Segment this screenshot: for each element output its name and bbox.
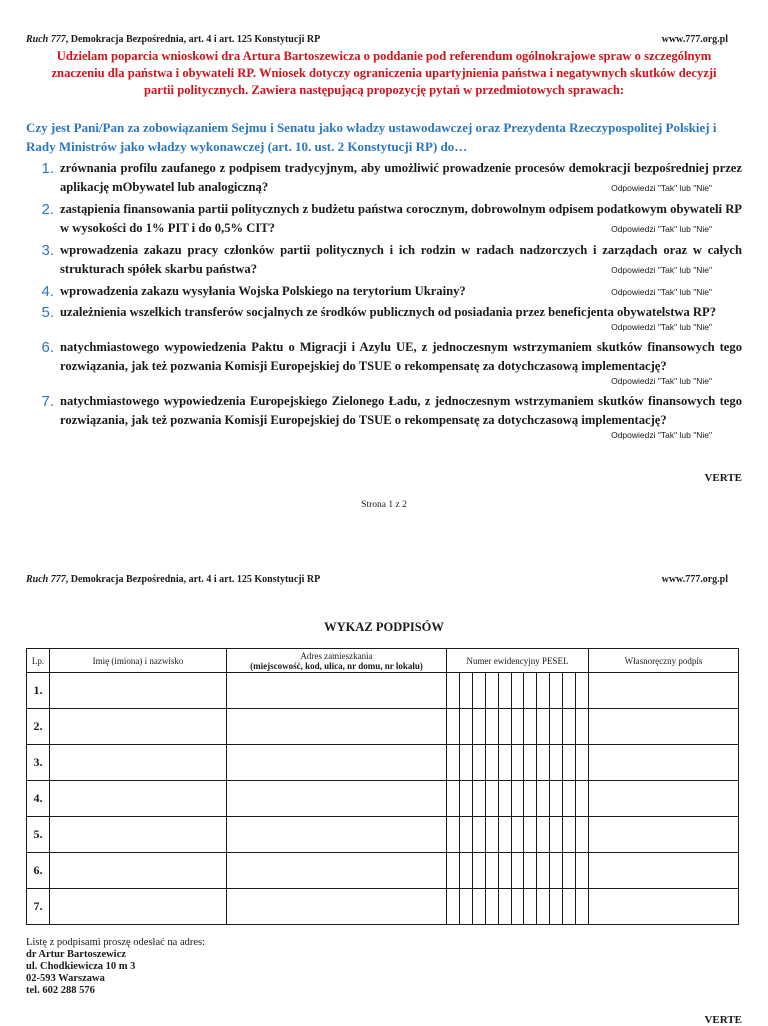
signature-table [26, 648, 739, 925]
pesel-digit-box[interactable] [549, 853, 562, 888]
signature-cell[interactable] [589, 673, 739, 709]
name-cell[interactable] [50, 673, 227, 709]
name-cell[interactable] [50, 781, 227, 817]
page-header-second [26, 574, 728, 585]
answer-hint: Odpowiedzi "Tak" lub "Nie" [611, 224, 712, 234]
signature-cell[interactable] [589, 889, 739, 925]
question-item [26, 338, 742, 390]
pesel-digit-box[interactable] [498, 817, 511, 852]
pesel-digit-box[interactable] [562, 889, 575, 924]
pesel-digit-box[interactable] [459, 673, 472, 708]
answer-hint: Odpowiedzi "Tak" lub "Nie" [611, 376, 712, 386]
address-cell[interactable] [227, 709, 447, 745]
pesel-digit-box[interactable] [485, 817, 498, 852]
col-lp: Lp. [27, 649, 50, 673]
pesel-cell[interactable] [447, 673, 589, 709]
question-number: 2. [41, 201, 54, 218]
legal-basis: , Demokracja Bezpośrednia, art. 4 i art. 125 Konstytucji RP [65, 574, 321, 585]
signature-list-title: WYKAZ PODPISÓW [324, 620, 444, 634]
pesel-cell[interactable] [447, 709, 589, 745]
pesel-digit-box[interactable] [459, 781, 472, 816]
pesel-digit-box[interactable] [549, 889, 562, 924]
pesel-digit-box[interactable] [447, 745, 459, 780]
pesel-digit-box[interactable] [459, 817, 472, 852]
answer-hint: Odpowiedzi "Tak" lub "Nie" [611, 322, 712, 332]
question-item [26, 303, 742, 336]
pesel-digit-box[interactable] [498, 889, 511, 924]
pesel-digit-box[interactable] [549, 781, 562, 816]
pesel-digit-grid [447, 781, 588, 816]
pesel-cell[interactable] [447, 889, 589, 925]
col-address [227, 649, 447, 673]
pesel-digit-box[interactable] [536, 709, 549, 744]
signature-cell[interactable] [589, 817, 739, 853]
pesel-digit-box[interactable] [485, 673, 498, 708]
table-row [27, 817, 739, 853]
pesel-digit-box[interactable] [498, 709, 511, 744]
table-row [27, 673, 739, 709]
pesel-digit-box[interactable] [472, 745, 485, 780]
pesel-digit-box[interactable] [511, 781, 524, 816]
pesel-digit-box[interactable] [523, 817, 536, 852]
mailing-street: ul. Chodkiewicza 10 m 3 [26, 961, 136, 972]
row-number: 6. [27, 853, 50, 889]
name-cell[interactable] [50, 889, 227, 925]
pesel-digit-box[interactable] [523, 673, 536, 708]
pesel-digit-box[interactable] [575, 673, 588, 708]
row-number: 1. [27, 673, 50, 709]
mailing-address [26, 937, 205, 997]
pesel-digit-grid [447, 817, 588, 852]
website-link[interactable]: www.777.org.pl [661, 574, 728, 585]
movement-name: Ruch 777 [26, 34, 66, 45]
pesel-digit-box[interactable] [523, 889, 536, 924]
pesel-digit-box[interactable] [459, 709, 472, 744]
pesel-digit-box[interactable] [447, 781, 459, 816]
pesel-digit-box[interactable] [485, 889, 498, 924]
pesel-digit-box[interactable] [536, 673, 549, 708]
address-cell[interactable] [227, 817, 447, 853]
lead-question: Czy jest Pani/Pan za zobowiązaniem Sejmu i Senatu jako władzy ustawodawczej oraz Prezydenta Rzeczypospolitej Polskiej i Rady Ministrów jako władzy wykonawczej (art. 10. ust. 2 Konstytucji RP) do… [26, 120, 717, 154]
col-pesel: Numer ewidencyjny PESEL [447, 649, 589, 673]
question-list [26, 159, 742, 444]
signature-cell[interactable] [589, 853, 739, 889]
pesel-digit-box[interactable] [498, 745, 511, 780]
address-cell[interactable] [227, 853, 447, 889]
question-item [26, 392, 742, 444]
pesel-digit-box[interactable] [549, 709, 562, 744]
pesel-digit-box[interactable] [485, 853, 498, 888]
row-number: 4. [27, 781, 50, 817]
pesel-digit-box[interactable] [485, 781, 498, 816]
row-number: 3. [27, 745, 50, 781]
verte-label: VERTE [704, 472, 742, 484]
pesel-digit-box[interactable] [523, 853, 536, 888]
name-cell[interactable] [50, 817, 227, 853]
pesel-digit-grid [447, 745, 588, 780]
row-number: 5. [27, 817, 50, 853]
pesel-digit-box[interactable] [536, 853, 549, 888]
pesel-digit-box[interactable] [575, 853, 588, 888]
address-cell[interactable] [227, 889, 447, 925]
question-text: wprowadzenia zakazu wysyłania Wojska Polskiego na terytorium Ukrainy? [60, 284, 466, 298]
pesel-digit-box[interactable] [549, 745, 562, 780]
question-number: 7. [41, 393, 54, 410]
pesel-digit-box[interactable] [562, 817, 575, 852]
question-item [26, 241, 742, 279]
pesel-digit-grid [447, 673, 588, 708]
pesel-digit-box[interactable] [523, 781, 536, 816]
page-header-top [26, 34, 728, 45]
pesel-digit-box[interactable] [511, 745, 524, 780]
row-number: 7. [27, 889, 50, 925]
pesel-digit-box[interactable] [511, 817, 524, 852]
col-name: Imię (imiona) i nazwisko [50, 649, 227, 673]
pesel-digit-grid [447, 709, 588, 744]
pesel-digit-box[interactable] [447, 709, 459, 744]
pesel-digit-box[interactable] [511, 889, 524, 924]
pesel-digit-box[interactable] [485, 745, 498, 780]
answer-hint: Odpowiedzi "Tak" lub "Nie" [611, 287, 712, 297]
signature-cell[interactable] [589, 781, 739, 817]
table-row [27, 889, 739, 925]
pesel-digit-box[interactable] [472, 817, 485, 852]
verte-label-bottom: VERTE [704, 1014, 742, 1026]
address-cell[interactable] [227, 781, 447, 817]
header-left [26, 34, 320, 45]
name-cell[interactable] [50, 853, 227, 889]
question-number: 1. [41, 160, 54, 177]
pesel-digit-box[interactable] [447, 673, 459, 708]
pesel-digit-box[interactable] [562, 853, 575, 888]
pesel-digit-grid [447, 853, 588, 888]
question-text: zastąpienia finansowania partii politycznych z budżetu państwa corocznym, dobrowolnym odpisem podatkowym obywateli RP w wysokości do 1% PIT i do 0,5% CIT? [60, 202, 742, 235]
question-text: natychmiastowego wypowiedzenia Paktu o Migracji i Azylu UE, z jednoczesnym wstrzymaniem skutków finansowych tego rozwiązania, jak też pozwania Komisji Europejskiej do TSUE o rekompensatę za dotychczasową implementację? [60, 340, 742, 373]
pesel-digit-box[interactable] [536, 781, 549, 816]
pesel-digit-box[interactable] [459, 745, 472, 780]
address-cell[interactable] [227, 673, 447, 709]
pesel-digit-box[interactable] [549, 673, 562, 708]
question-text: uzależnienia wszelkich transferów socjalnych ze środków publicznych od posiadania przez beneficjenta obywatelstwa RP? [60, 305, 717, 319]
answer-hint: Odpowiedzi "Tak" lub "Nie" [611, 265, 712, 275]
question-item [26, 200, 742, 238]
pesel-digit-box[interactable] [575, 709, 588, 744]
pesel-digit-box[interactable] [575, 817, 588, 852]
question-item [26, 159, 742, 197]
question-number: 5. [41, 304, 54, 321]
page-number: Strona 1 z 2 [361, 500, 407, 510]
pesel-cell[interactable] [447, 745, 589, 781]
table-row [27, 709, 739, 745]
col-address-label: Adres zamieszkania [300, 650, 373, 661]
pesel-digit-grid [447, 889, 588, 924]
pesel-digit-box[interactable] [523, 745, 536, 780]
col-signature: Własnoręczny podpis [589, 649, 739, 673]
question-item [26, 282, 742, 301]
pesel-digit-box[interactable] [447, 817, 459, 852]
pesel-digit-box[interactable] [447, 889, 459, 924]
table-row [27, 745, 739, 781]
pesel-digit-box[interactable] [472, 781, 485, 816]
pesel-digit-box[interactable] [575, 889, 588, 924]
mailing-city: 02-593 Warszawa [26, 973, 105, 984]
pesel-digit-box[interactable] [562, 745, 575, 780]
pesel-digit-box[interactable] [498, 673, 511, 708]
table-row [27, 853, 739, 889]
pesel-digit-box[interactable] [511, 709, 524, 744]
mailing-instruction: Listę z podpisami proszę odesłać na adres: [26, 937, 206, 948]
pesel-digit-box[interactable] [562, 709, 575, 744]
pesel-digit-box[interactable] [562, 781, 575, 816]
pesel-digit-box[interactable] [459, 889, 472, 924]
question-text: natychmiastowego wypowiedzenia Europejskiego Zielonego Ładu, z jednoczesnym wstrzymaniem skutków finansowych tego rozwiązania, jak też pozwania Komisji Europejskiej do TSUE o rekompensatę za dotychczasową implementację? [60, 394, 742, 427]
name-cell[interactable] [50, 709, 227, 745]
pesel-cell[interactable] [447, 853, 589, 889]
pesel-digit-box[interactable] [511, 673, 524, 708]
pesel-digit-box[interactable] [536, 817, 549, 852]
pesel-digit-box[interactable] [447, 853, 459, 888]
table-header-row [27, 649, 739, 673]
pesel-digit-box[interactable] [459, 853, 472, 888]
pesel-digit-box[interactable] [536, 889, 549, 924]
pesel-digit-box[interactable] [498, 853, 511, 888]
mailing-name: dr Artur Bartoszewicz [26, 949, 126, 960]
pesel-digit-box[interactable] [498, 781, 511, 816]
question-number: 3. [41, 242, 54, 259]
pesel-digit-box[interactable] [472, 889, 485, 924]
signature-rows [27, 673, 739, 925]
pesel-digit-box[interactable] [472, 709, 485, 744]
address-cell[interactable] [227, 745, 447, 781]
question-text: zrównania profilu zaufanego z podpisem tradycyjnym, aby umożliwić prowadzenie procesów demokracji bezpośredniej przez aplikację mObywatel lub analogiczną? [60, 161, 742, 194]
pesel-digit-box[interactable] [575, 745, 588, 780]
pesel-digit-box[interactable] [523, 709, 536, 744]
question-number: 6. [41, 339, 54, 356]
signature-cell[interactable] [589, 745, 739, 781]
pesel-digit-box[interactable] [549, 817, 562, 852]
legal-basis: , Demokracja Bezpośrednia, art. 4 i art. 125 Konstytucji RP [65, 34, 321, 45]
pesel-digit-box[interactable] [511, 853, 524, 888]
answer-hint: Odpowiedzi "Tak" lub "Nie" [611, 430, 712, 440]
answer-hint: Odpowiedzi "Tak" lub "Nie" [611, 183, 712, 193]
question-text: wprowadzenia zakazu pracy członków partii politycznych i ich rodzin w radach nadzorczych i zarządach oraz w całych strukturach spółek skarbu państwa? [60, 243, 742, 276]
intro-text: Udzielam poparcia wnioskowi dra Artura Bartoszewicza o poddanie pod referendum ogólnokrajowe spraw o szczególnym znaczeniu dla państwa i obywateli RP. Wniosek dotyczy ograniczenia upartyjnienia państwa i negatywnych skutków decyzji partii politycznych. Zawiera następującą propozycję pytań w przedmiotowych sprawach: [51, 49, 717, 97]
header-left [26, 574, 320, 585]
pesel-digit-box[interactable] [472, 673, 485, 708]
col-address-detail: (miejscowość, kod, ulica, nr domu, nr lokalu) [250, 660, 423, 671]
signature-cell[interactable] [589, 709, 739, 745]
question-number: 4. [41, 283, 54, 300]
name-cell[interactable] [50, 745, 227, 781]
pesel-digit-box[interactable] [485, 709, 498, 744]
pesel-cell[interactable] [447, 817, 589, 853]
row-number: 2. [27, 709, 50, 745]
pesel-cell[interactable] [447, 781, 589, 817]
website-link[interactable]: www.777.org.pl [661, 34, 728, 45]
pesel-digit-box[interactable] [562, 673, 575, 708]
pesel-digit-box[interactable] [536, 745, 549, 780]
mailing-phone: tel. 602 288 576 [26, 985, 95, 996]
table-row [27, 781, 739, 817]
pesel-digit-box[interactable] [472, 853, 485, 888]
movement-name: Ruch 777 [26, 574, 66, 585]
pesel-digit-box[interactable] [575, 781, 588, 816]
